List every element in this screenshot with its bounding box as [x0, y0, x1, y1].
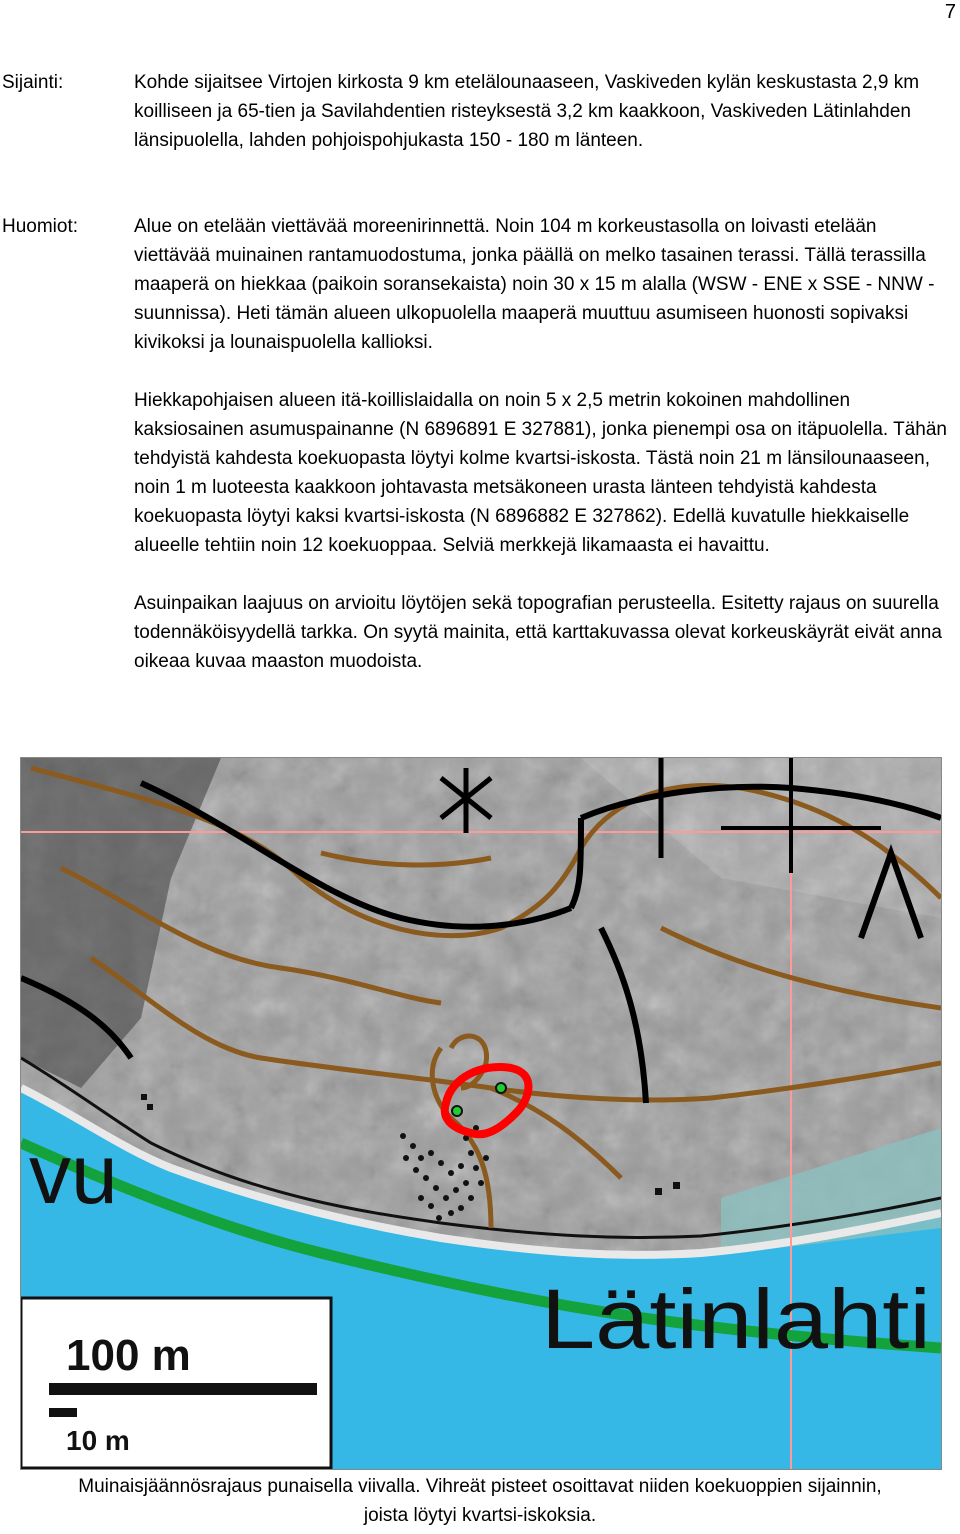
scale-minor-label: 10 m — [66, 1425, 130, 1456]
lake-name-label: Lätinlahti — [541, 1272, 931, 1366]
location-paragraph: Kohde sijaitsee Virtojen kirkosta 9 km etelälounaaseen, Vaskiveden kylän keskustasta 2,9 km koilliseen ja 65-tien ja Savilahdentien risteyksestä 3,2 km kaakkoon, Vaskiveden Lätinlahden länsipuolella, lahden pohjoispohjukasta 150 - 180 m länteen. — [134, 72, 920, 151]
test-pit-west — [452, 1106, 462, 1116]
notes-paragraph-2: Hiekkapohjaisen alueen itä-koillislaidalla on noin 5 x 2,5 metrin kokoinen mahdollinen kaksiosainen asumuspainanne (N 6896891 E 327881), jonka pienempi osa on itäpuolella. Tähän tehdyistä kahdesta koekuopasta löytyi kolme kvartsi-iskosta. Tästä noin 21 m länsilounaaseen, noin 1 m luoteesta kaakkoon johtavasta metsäkoneen urasta länteen tehdyistä kahdesta koekuopasta löytyi kaksi kvartsi-iskosta (N 6896882 E 327862). Edellä kuvatulle hiekkaiselle alueelle tehtiin noin 12 koekuoppaa. Selviä merkkejä likamaasta ei havaittu. — [134, 390, 947, 556]
map-svg — [21, 758, 941, 1469]
partial-place-label: vu — [29, 1127, 118, 1221]
scale-major-label: 100 m — [66, 1331, 191, 1380]
page-number: 7 — [944, 1, 956, 23]
site-map — [20, 757, 942, 1470]
test-pit-east — [496, 1083, 506, 1093]
scale-box — [21, 1298, 331, 1468]
figure-caption — [0, 1472, 960, 1530]
notes-paragraph-1: Alue on etelään viettävää moreenirinnettä. Noin 104 m korkeustasolla on loivasti etelään viettävää muinainen rantamuodostuma, jonka päällä on melko tasainen terassi. Tällä terassilla maaperä on hiekkaa (paikoin soransekaista) noin 30 x 15 m alalla (WSW - ENE x SSE - NNW -suunnissa). Heti tämän alueen ulkopuolella maaperä muuttuu asumiseen huonosti sopivaksi kivikoksi ja lounaispuolella kallioksi. — [134, 216, 935, 353]
scale-bar-major — [49, 1383, 317, 1395]
notes-text — [134, 212, 952, 676]
caption-line-2: joista löytyi kvartsi-iskoksia. — [363, 1505, 597, 1526]
caption-line-1: Muinaisjäännösrajaus punaisella viivalla. Vihreät pisteet osoittavat niiden koekuoppien sijainnin, — [78, 1476, 882, 1497]
notes-paragraph-3: Asuinpaikan laajuus on arvioitu löytöjen sekä topografian perusteella. Esitetty rajaus on suurella todennäköisyydellä tarkka. On syytä mainita, että karttakuvassa olevat korkeuskäyrät eivät anna oikeaa kuvaa maaston muodoista. — [134, 593, 942, 672]
location-text — [134, 68, 952, 155]
location-label: Sijainti: — [2, 72, 64, 93]
scale-bar-minor — [49, 1408, 77, 1417]
notes-label: Huomiot: — [2, 216, 79, 237]
